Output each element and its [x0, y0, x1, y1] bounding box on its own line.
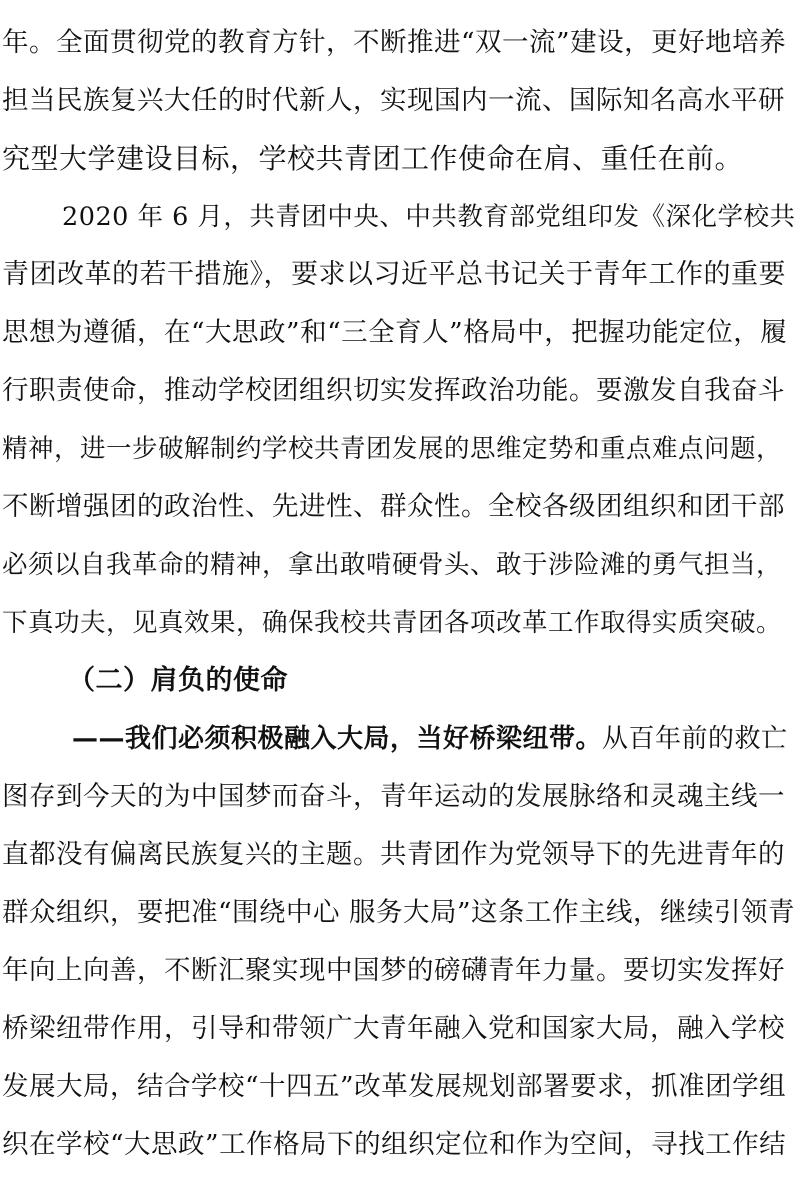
paragraph-3-line-7: 发展大局，结合学校“十四五”改革发展规划部署要求，抓准团学组 — [2, 1071, 787, 1102]
paragraph-1-line-2: 担当民族复兴大任的时代新人，实现国内一流、国际知名高水平研 — [2, 85, 785, 116]
paragraph-2-line-4: 行职责使命，推动学校团组织切实发挥政治功能。要激发自我奋斗 — [2, 375, 785, 406]
paragraph-2-line-6: 不断增强团的政治性、先进性、群众性。全校各级团组织和团干部 — [2, 491, 785, 522]
paragraph-2-line-3: 思想为遵循，在“大思政”和“三全育人”格局中，把握功能定位，履 — [2, 317, 788, 348]
paragraph-2-line-2: 青团改革的若干措施》，要求以习近平总书记关于青年工作的重要 — [2, 259, 786, 290]
paragraph-1-line-3: 究型大学建设目标，学校共青团工作使命在肩、重任在前。 — [2, 142, 744, 175]
paragraph-2-line-1: 2020 年 6 月，共青团中央、中共教育部党组印发《深化学校共 — [62, 202, 796, 232]
paragraph-1-line-1: 年。全面贯彻党的教育方针，不断推进“双一流”建设，更好地培养 — [2, 27, 787, 58]
paragraph-3-line-5: 年向上向善，不断汇聚实现中国梦的磅礴青年力量。要切实发挥好 — [2, 955, 785, 986]
paragraph-2-line-8: 下真功夫，见真效果，确保我校共青团各项改革工作取得实质突破。 — [2, 608, 783, 638]
paragraph-3-line-2: 图存到今天的为中国梦而奋斗，青年运动的发展脉络和灵魂主线一 — [2, 781, 785, 812]
paragraph-3-line-8: 织在学校“大思政”工作格局下的组织定位和作为空间，寻找工作结 — [2, 1129, 787, 1160]
paragraph-3-lead-bold: ——我们必须积极融入大局，当好桥梁纽带。 — [72, 724, 603, 754]
paragraph-3-line-6: 桥梁纽带作用，引导和带领广大青年融入党和国家大局，融入学校 — [2, 1013, 785, 1044]
paragraph-2-line-7: 必须以自我革命的精神，拿出敢啃硬骨头、敢于涉险滩的勇气担当， — [2, 550, 783, 580]
paragraph-2-line-5: 精神，进一步破解制约学校共青团发展的思维定势和重点难点问题， — [2, 434, 783, 464]
paragraph-3-line-4: 群众组织，要把准“围绕中心 服务大局”这条工作主线，继续引领青 — [2, 897, 796, 928]
paragraph-3-line-1-rest: 从百年前的救亡 — [602, 724, 788, 754]
paragraph-3-line-3: 直都没有偏离民族复兴的主题。共青团作为党领导下的先进青年的 — [2, 839, 785, 870]
paragraph-3-line-1 — [72, 710, 788, 768]
section-heading: （二）肩负的使命 — [68, 665, 288, 696]
